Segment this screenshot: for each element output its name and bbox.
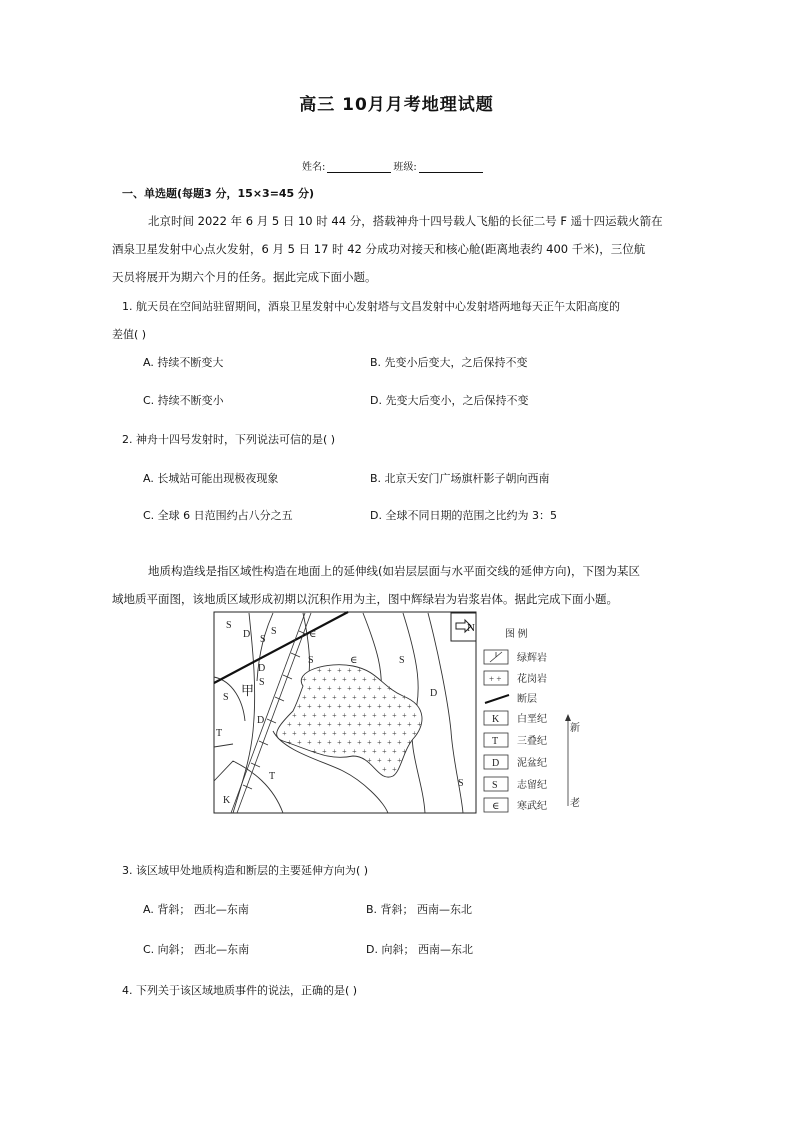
granite-plus-mark: + xyxy=(397,738,402,747)
granite-plus-mark: + xyxy=(347,684,352,693)
granite-plus-mark: + xyxy=(357,702,362,711)
q3-option-b[interactable]: B. 背斜； 西南—东北 xyxy=(366,903,473,916)
granite-plus-mark: + xyxy=(337,720,342,729)
granite-plus-mark: + xyxy=(307,738,312,747)
granite-plus-mark: + xyxy=(302,729,307,738)
granite-plus-mark: + xyxy=(392,729,397,738)
legend-code: S xyxy=(492,780,498,791)
granite-plus-mark: + xyxy=(382,747,387,756)
q3-stem: 3. 该区域甲处地质构造和断层的主要延伸方向为( ) xyxy=(122,864,369,877)
granite-plus-mark: + xyxy=(342,693,347,702)
label-s: S xyxy=(458,778,464,789)
granite-plus-mark: + xyxy=(387,702,392,711)
granite-plus-mark: + xyxy=(332,693,337,702)
granite-plus-mark: + xyxy=(382,765,387,774)
granite-plus-mark: + xyxy=(362,729,367,738)
legend-old: 老 xyxy=(570,798,580,809)
granite-plus-mark: + xyxy=(342,747,347,756)
label-d: D xyxy=(258,663,266,674)
q1-option-c[interactable]: C. 持续不断变小 xyxy=(143,394,224,407)
granite-plus-mark: + xyxy=(317,702,322,711)
label-s: S xyxy=(259,677,265,688)
granite-plus-mark: + xyxy=(337,702,342,711)
granite-plus-mark: + xyxy=(407,702,412,711)
granite-plus-mark: + xyxy=(317,684,322,693)
passage1-line3: 天员将展开为期六个月的任务。据此完成下面小题。 xyxy=(112,270,377,284)
granite-plus-mark: + xyxy=(367,756,372,765)
granite-plus-mark: + xyxy=(332,729,337,738)
granite-plus-mark: + xyxy=(332,747,337,756)
q2-option-c[interactable]: C. 全球 6 日范围约占八分之五 xyxy=(143,509,293,522)
granite-plus-mark: + xyxy=(317,738,322,747)
class-label: 班级: xyxy=(393,162,417,173)
granite-plus-mark: + xyxy=(352,747,357,756)
q3-option-a[interactable]: A. 背斜； 西北—东南 xyxy=(143,903,249,916)
granite-plus-mark: + xyxy=(367,738,372,747)
granite-plus-mark: + xyxy=(407,738,412,747)
passage1-line2: 酒泉卫星发射中心点火发射，6 月 5 日 17 时 42 分成功对接天和核心舱(距离地表约 400 千米)，三位航 xyxy=(112,242,646,256)
granite-plus-mark: + xyxy=(292,729,297,738)
label-s: S xyxy=(308,655,314,666)
label-s: S xyxy=(226,620,232,631)
granite-plus-mark: + xyxy=(402,693,407,702)
granite-plus-mark: + xyxy=(322,711,327,720)
granite-plus-mark: + xyxy=(382,711,387,720)
q1-stem-line1: 1. 航天员在空间站驻留期间，酒泉卫星发射中心发射塔与文昌发射中心发射塔两地每天正午太阳高度的 xyxy=(122,300,620,313)
granite-plus-mark: + xyxy=(402,747,407,756)
student-info-line xyxy=(302,158,485,173)
granite-plus-mark: + xyxy=(357,684,362,693)
label-jia: 甲 xyxy=(241,683,255,698)
granite-plus-mark: + xyxy=(377,684,382,693)
name-blank[interactable] xyxy=(327,162,391,173)
granite-plus-mark: + xyxy=(407,720,412,729)
granite-plus-mark: + xyxy=(377,720,382,729)
granite-plus-mark: + xyxy=(367,684,372,693)
legend-item: 断层 xyxy=(517,694,537,705)
granite-plus-mark: + xyxy=(412,711,417,720)
granite-plus-mark: + xyxy=(397,720,402,729)
legend-item: 三叠纪 xyxy=(517,736,547,747)
q1-option-d[interactable]: D. 先变大后变小，之后保持不变 xyxy=(370,394,529,407)
q2-stem: 2. 神舟十四号发射时，下列说法可信的是( ) xyxy=(122,433,336,446)
granite-icon: + + xyxy=(489,674,502,684)
passage2-line2: 域地质平面图，该地质区域形成初期以沉积作用为主，图中辉绿岩为岩浆岩体。据此完成下面小题。 xyxy=(112,592,618,606)
legend-title: 图 例 xyxy=(505,629,528,640)
q1-option-b[interactable]: B. 先变小后变大，之后保持不变 xyxy=(370,356,528,369)
granite-plus-mark: + xyxy=(377,738,382,747)
granite-plus-mark: + xyxy=(397,756,402,765)
q2-option-d[interactable]: D. 全球不同日期的范围之比约为 3：5 xyxy=(370,509,557,522)
granite-plus-mark: + xyxy=(382,693,387,702)
granite-plus-mark: + xyxy=(392,693,397,702)
section-heading: 一、单选题(每题3 分，15×3=45 分) xyxy=(122,187,315,200)
granite-plus-mark: + xyxy=(352,675,357,684)
granite-plus-mark: + xyxy=(412,729,417,738)
label-cambrian: ∈ xyxy=(350,655,358,666)
granite-plus-mark: + xyxy=(312,729,317,738)
granite-plus-mark: + xyxy=(347,702,352,711)
granite-plus-mark: + xyxy=(322,675,327,684)
granite-plus-mark: + xyxy=(357,666,362,675)
granite-plus-mark: + xyxy=(372,693,377,702)
granite-plus-mark: + xyxy=(307,684,312,693)
granite-plus-mark: + xyxy=(297,738,302,747)
granite-plus-mark: + xyxy=(322,747,327,756)
legend-item: 志留纪 xyxy=(517,780,547,791)
passage2-line1: 地质构造线是指区域性构造在地面上的延伸线(如岩层层面与水平面交线的延伸方向)，下图为某区 xyxy=(148,564,640,578)
arrow-up-icon xyxy=(565,714,571,721)
label-s: S xyxy=(271,626,277,637)
granite-plus-mark: + xyxy=(387,738,392,747)
granite-plus-mark: + xyxy=(382,729,387,738)
label-d: D xyxy=(243,629,251,640)
granite-plus-mark: + xyxy=(322,693,327,702)
granite-plus-mark: + xyxy=(352,693,357,702)
granite-plus-mark: + xyxy=(357,738,362,747)
granite-plus-mark: + xyxy=(387,720,392,729)
granite-plus-mark: + xyxy=(392,765,397,774)
passage1-line1: 北京时间 2022 年 6 月 5 日 10 时 44 分，搭载神舟十四号载人飞船的长征二号 F 遥十四运载火箭在 xyxy=(148,214,663,228)
granite-plus-mark: + xyxy=(362,693,367,702)
granite-plus-mark: + xyxy=(372,675,377,684)
page-title: 高三 10月月考地理试题 xyxy=(299,95,494,115)
granite-plus-mark: + xyxy=(367,720,372,729)
granite-plus-mark: + xyxy=(307,720,312,729)
granite-plus-mark: + xyxy=(337,666,342,675)
granite-plus-mark: + xyxy=(327,666,332,675)
granite-plus-mark: + xyxy=(327,684,332,693)
label-t: T xyxy=(269,771,276,782)
legend-code: T xyxy=(492,736,499,747)
granite-plus-mark: + xyxy=(392,711,397,720)
class-blank[interactable] xyxy=(419,162,483,173)
granite-plus-mark: + xyxy=(397,702,402,711)
granite-plus-mark: + xyxy=(332,675,337,684)
legend-item: 绿辉岩 xyxy=(517,653,547,664)
legend-item: 寒武纪 xyxy=(517,801,547,812)
granite-plus-mark: + xyxy=(362,711,367,720)
granite-plus-mark: + xyxy=(297,720,302,729)
granite-plus-mark: + xyxy=(307,702,312,711)
granite-plus-mark: + xyxy=(377,702,382,711)
granite-plus-mark: + xyxy=(352,729,357,738)
granite-plus-mark: + xyxy=(312,747,317,756)
granite-plus-mark: + xyxy=(357,720,362,729)
granite-plus-mark: + xyxy=(347,666,352,675)
legend-new: 新 xyxy=(570,723,580,734)
label-d: D xyxy=(430,688,438,699)
granite-plus-mark: + xyxy=(292,711,297,720)
label-s: S xyxy=(399,655,405,666)
granite-plus-mark: + xyxy=(342,711,347,720)
q1-stem-line2: 差值( ) xyxy=(112,328,147,341)
granite-plus-mark: + xyxy=(377,756,382,765)
map-legend xyxy=(484,627,580,812)
legend-item: 白垩纪 xyxy=(517,714,547,725)
granite-plus-mark: + xyxy=(347,720,352,729)
north-label: N xyxy=(467,622,475,634)
granite-plus-mark: + xyxy=(402,729,407,738)
granite-plus-mark: + xyxy=(387,684,392,693)
granite-plus-mark: + xyxy=(417,720,422,729)
granite-plus-mark: + xyxy=(327,738,332,747)
granite-plus-mark: + xyxy=(362,747,367,756)
name-label: 姓名: xyxy=(302,162,326,173)
granite-plus-mark: + xyxy=(302,693,307,702)
granite-plus-mark: + xyxy=(402,711,407,720)
granite-plus-mark: + xyxy=(287,720,292,729)
granite-plus-mark: + xyxy=(372,747,377,756)
legend-code: K xyxy=(492,714,500,725)
q2-option-a[interactable]: A. 长城站可能出现极夜现象 xyxy=(143,472,279,485)
granite-plus-mark: + xyxy=(367,702,372,711)
granite-plus-mark: + xyxy=(317,666,322,675)
granite-plus-mark: + xyxy=(302,675,307,684)
granite-plus-mark: + xyxy=(362,675,367,684)
label-s: S xyxy=(223,692,229,703)
granite-plus-mark: + xyxy=(337,684,342,693)
fault-icon xyxy=(485,695,509,703)
legend-item: 泥盆纪 xyxy=(517,758,547,769)
granite-plus-mark: + xyxy=(302,711,307,720)
granite-plus-mark: + xyxy=(392,747,397,756)
q2-option-b[interactable]: B. 北京天安门广场旗杆影子朝向西南 xyxy=(370,472,550,485)
label-t: T xyxy=(216,728,223,739)
label-k: K xyxy=(223,795,231,806)
granite-plus-mark: + xyxy=(312,693,317,702)
granite-plus-mark: + xyxy=(312,711,317,720)
granite-plus-mark: + xyxy=(372,729,377,738)
granite-plus-mark: + xyxy=(312,675,317,684)
legend-code: D xyxy=(492,758,500,769)
q3-option-d[interactable]: D. 向斜； 西南—东北 xyxy=(366,943,473,956)
granite-plus-mark: + xyxy=(317,720,322,729)
label-d: D xyxy=(257,715,265,726)
granite-plus-mark: + xyxy=(322,729,327,738)
granite-plus-mark: + xyxy=(342,675,347,684)
granite-plus-mark: + xyxy=(327,702,332,711)
granite-plus-mark: + xyxy=(297,702,302,711)
geologic-map xyxy=(213,611,585,814)
q3-option-c[interactable]: C. 向斜； 西北—东南 xyxy=(143,943,250,956)
granite-plus-mark: + xyxy=(327,720,332,729)
granite-plus-mark: + xyxy=(387,756,392,765)
q1-option-a[interactable]: A. 持续不断变大 xyxy=(143,356,224,369)
legend-item: 花岗岩 xyxy=(517,674,547,685)
granite-plus-mark: + xyxy=(342,729,347,738)
q4-stem: 4. 下列关于该区域地质事件的说法，正确的是( ) xyxy=(122,984,358,997)
granite-plus-mark: + xyxy=(372,711,377,720)
label-s: S xyxy=(260,634,266,645)
granite-plus-mark: + xyxy=(337,738,342,747)
granite-plus-mark: + xyxy=(352,711,357,720)
legend-code: ∈ xyxy=(492,801,500,812)
label-cambrian: ∈ xyxy=(309,629,317,640)
granite-plus-mark: + xyxy=(347,738,352,747)
granite-plus-mark: + xyxy=(287,738,292,747)
granite-plus-mark: + xyxy=(282,729,287,738)
granite-plus-mark: + xyxy=(332,711,337,720)
